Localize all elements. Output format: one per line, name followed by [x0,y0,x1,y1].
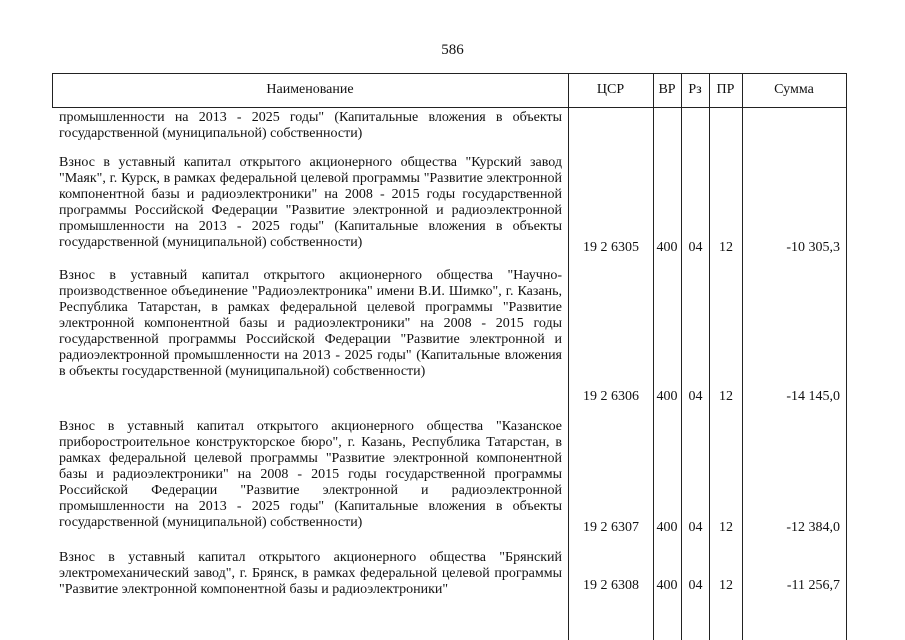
row-pr: 12 [719,578,733,593]
row-pr: 12 [719,389,733,404]
column-divider-sum [742,73,743,640]
row-sum: -11 256,7 [786,578,840,593]
row-sum: -10 305,3 [786,240,840,255]
row-vr: 400 [656,578,678,593]
row-csr: 19 2 6306 [583,389,639,404]
row-rz: 04 [688,520,703,535]
header-vr: ВР [658,82,676,97]
row-pr: 12 [719,240,733,255]
header-sum: Сумма [774,82,814,97]
row-name: Взнос в уставный капитал открытого акционерного общества "Брянский электромеханический завод", г. Брянск, в рамках федеральной целевой программы "Развитие электронной компонентной базы и радиоэлектроники" [59,550,562,597]
row-vr: 400 [656,520,678,535]
page-number: 586 [441,42,464,58]
row-csr: 19 2 6305 [583,240,639,255]
row-vr: 400 [656,389,678,404]
row-name: Взнос в уставный капитал открытого акционерного общества "Казанское приборостроительное конструкторское бюро", г. Казань, Республика Татарстан, в рамках федеральной целевой программы "Развитие электронной компонентной базы и радиоэлектроники" на 2008 - 2015 годы государственной программы Российской Федерации "Развитие электронной и радиоэлектронной промышленности на 2013 - 2025 годы" (Капитальные вложения в объекты государственной (муниципальной) собственности) [59,419,562,530]
row-rz: 04 [688,389,703,404]
row-name: Взнос в уставный капитал открытого акционерного общества "Курский завод "Маяк", г. Курск, в рамках федеральной целевой программы "Развитие электронной компонентной базы и радиоэлектроники" на 2008 - 2015 годы государственной программы Российской Федерации "Развитие электронной и радиоэлектронной промышленности на 2013 - 2025 годы" (Капитальные вложения в объекты государственной (муниципальной) собственности) [59,155,562,250]
row-name: промышленности на 2013 - 2025 годы" (Капитальные вложения в объекты государственной (муниципальной) собственности) [59,110,562,141]
row-csr: 19 2 6307 [583,520,639,535]
row-csr: 19 2 6308 [583,578,639,593]
header-name: Наименование [266,82,354,97]
column-divider-rz [681,73,682,640]
column-divider-csr [568,73,569,640]
row-rz: 04 [688,240,703,255]
column-divider-pr [709,73,710,640]
row-pr: 12 [719,520,733,535]
header-bottom-border [52,107,847,108]
header-rz: Рз [688,82,702,97]
row-sum: -14 145,0 [786,389,840,404]
header-csr: ЦСР [596,82,625,97]
table-right-border [846,73,847,640]
row-name: Взнос в уставный капитал открытого акционерного общества "Научно-производственное объединение "Радиоэлектроника" имени В.И. Шимко", г. Казань, Республика Татарстан, в рамках федеральной целевой программы "Развитие электронной компонентной базы и радиоэлектроники" на 2008 - 2015 годы государственной программы Российской Федерации "Развитие электронной и радиоэлектронной промышленности на 2013 - 2025 годы" (Капитальные вложения в объекты государственной (муниципальной) собственности) [59,268,562,379]
row-rz: 04 [688,578,703,593]
column-divider-vr [653,73,654,640]
row-vr: 400 [656,240,678,255]
header-pr: ПР [716,82,735,97]
row-sum: -12 384,0 [786,520,840,535]
